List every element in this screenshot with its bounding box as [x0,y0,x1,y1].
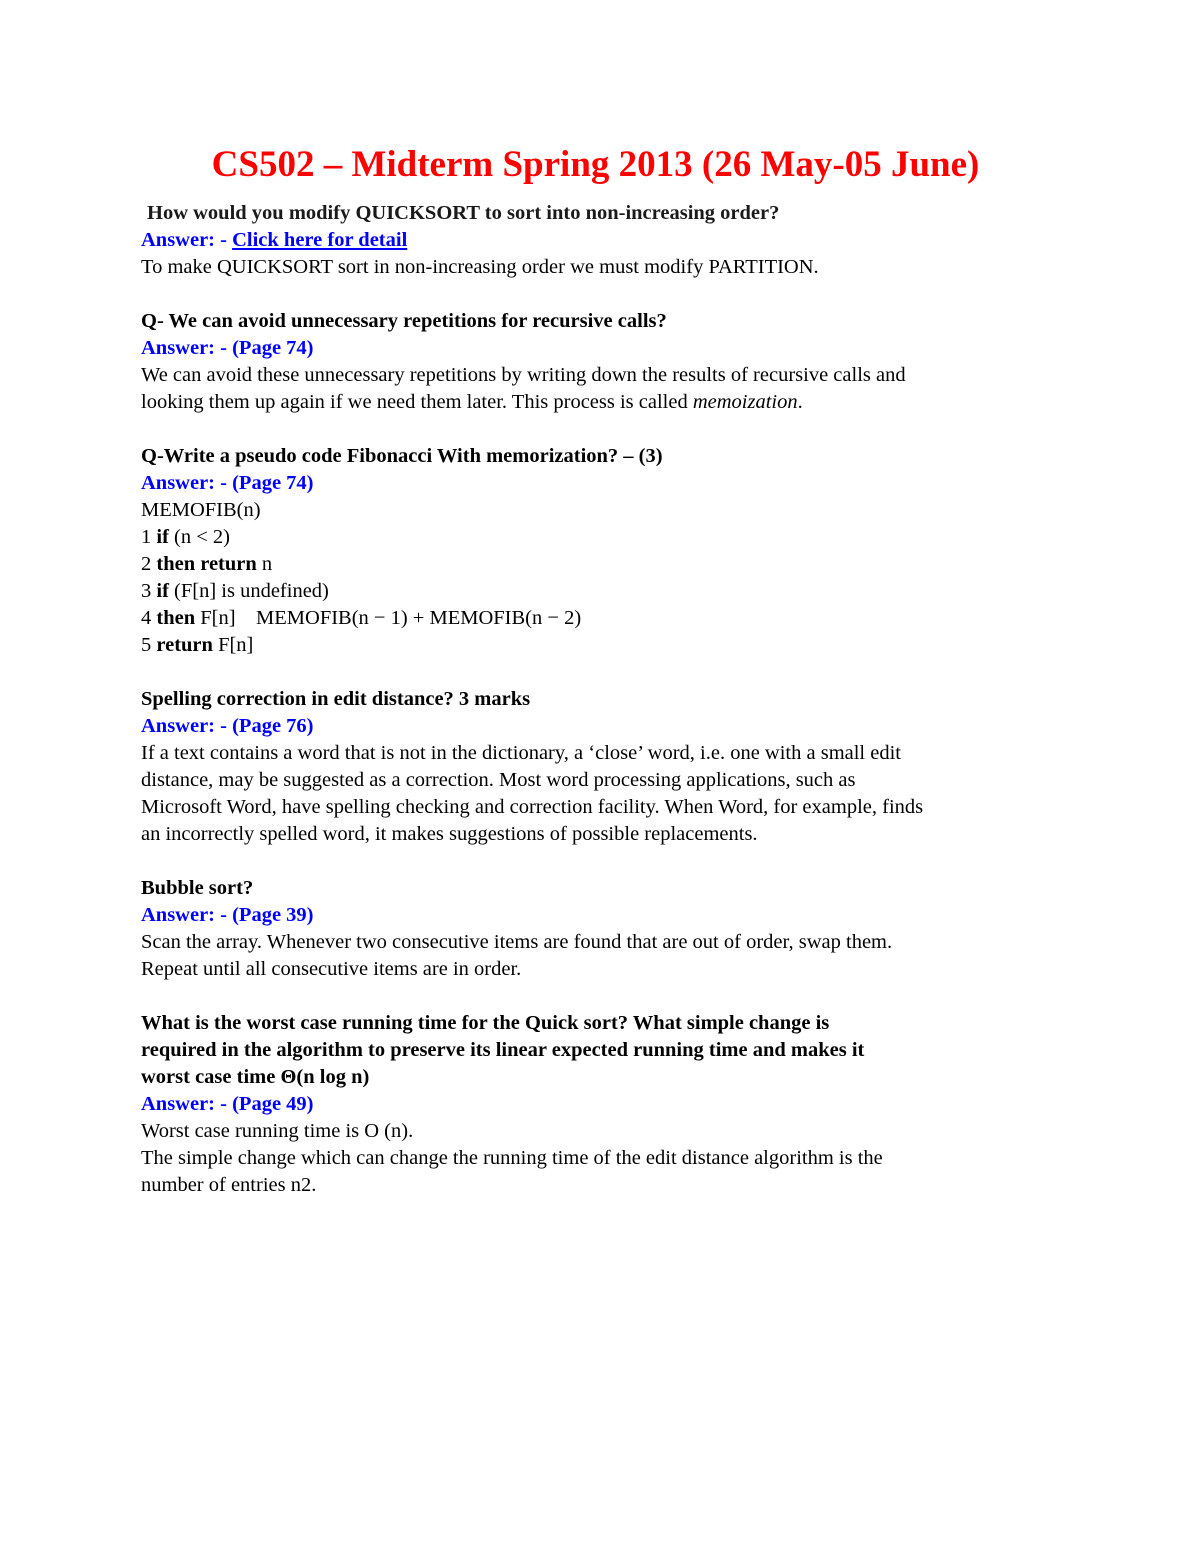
question-text: worst case time Θ(n log n) [141,1066,370,1088]
answer-text: Scan the array. Whenever two consecutive items are found that are out of order, swap them. [141,931,893,953]
code-keyword: if [156,580,169,602]
answer-text: Microsoft Word, have spelling checking and correction facility. When Word, for example, finds [141,796,924,818]
code-line [141,605,1050,632]
answer-text: We can avoid these unnecessary repetitions by writing down the results of recursive calls and [141,364,906,386]
code-line-number: 4 [141,607,157,629]
answer-text: distance, may be suggested as a correction. Most word processing applications, such as [141,769,856,791]
qa-block-quicksort-order [141,200,1050,281]
answer-text: number of entries n2. [141,1174,317,1196]
page-title: CS502 – Midterm Spring 2013 (26 May-05 June) [211,144,980,185]
code-text: F[n] MEMOFIB(n − 1) + MEMOFIB(n − 2) [195,607,582,629]
code-line-number: 5 [141,634,157,656]
qa-block-spelling-correction [141,686,1050,848]
question-text: Bubble sort? [141,877,254,899]
answer-label: Answer: - (Page 76) [141,715,314,737]
answer-label: Answer: - (Page 39) [141,904,314,926]
answer-label [141,227,1050,254]
code-line-number: 2 [141,553,157,575]
answer-text-segment: looking them up again if we need them later. This process is called [141,391,693,413]
answer-label: Answer: - (Page 74) [141,337,314,359]
answer-text: an incorrectly spelled word, it makes suggestions of possible replacements. [141,823,758,845]
code-text: (F[n] is undefined) [168,580,329,602]
code-text: n [256,553,273,575]
question-text: Q- We can avoid unnecessary repetitions for recursive calls? [141,310,667,332]
code-keyword: return [156,634,213,656]
qa-block-fibonacci [141,443,1050,659]
code-text: MEMOFIB(n) [141,499,261,521]
qa-block-memoization [141,308,1050,416]
answer-text: If a text contains a word that is not in the dictionary, a ‘close’ word, i.e. one with a small edit [141,742,901,764]
answer-text: Repeat until all consecutive items are in order. [141,958,522,980]
answer-text: To make QUICKSORT sort in non-increasing order we must modify PARTITION. [141,256,819,278]
code-keyword: then [156,607,196,629]
code-line [141,497,1050,524]
answer-label: Answer: - (Page 74) [141,472,314,494]
answer-text-segment: . [797,391,803,413]
qa-block-quicksort-worst-case [141,1010,1050,1199]
answer-text: The simple change which can change the running time of the edit distance algorithm is the [141,1147,883,1169]
emphasis-term: memoization [692,391,798,413]
question-text: Spelling correction in edit distance? 3 marks [141,688,531,710]
code-line [141,632,1050,659]
code-keyword: if [156,526,169,548]
code-line [141,524,1050,551]
question-text: How would you modify QUICKSORT to sort into non-increasing order? [147,202,780,224]
answer-prefix: Answer: - [141,229,233,251]
question-text: What is the worst case running time for the Quick sort? What simple change is [141,1012,830,1034]
question-text: required in the algorithm to preserve its linear expected running time and makes it [141,1039,865,1061]
answer-text: Worst case running time is O (n). [141,1120,414,1142]
code-line-number: 3 [141,580,157,602]
answer-label: Answer: - (Page 49) [141,1093,314,1115]
code-line-number: 1 [141,526,157,548]
question-text: Q-Write a pseudo code Fibonacci With memorization? – (3) [141,445,663,467]
qa-block-bubble-sort [141,875,1050,983]
detail-link[interactable]: Click here for detail [232,229,408,251]
code-keyword: then return [156,553,257,575]
code-line [141,551,1050,578]
answer-text [141,389,1050,416]
code-line [141,578,1050,605]
code-text: (n < 2) [168,526,230,548]
code-text: F[n] [212,634,254,656]
